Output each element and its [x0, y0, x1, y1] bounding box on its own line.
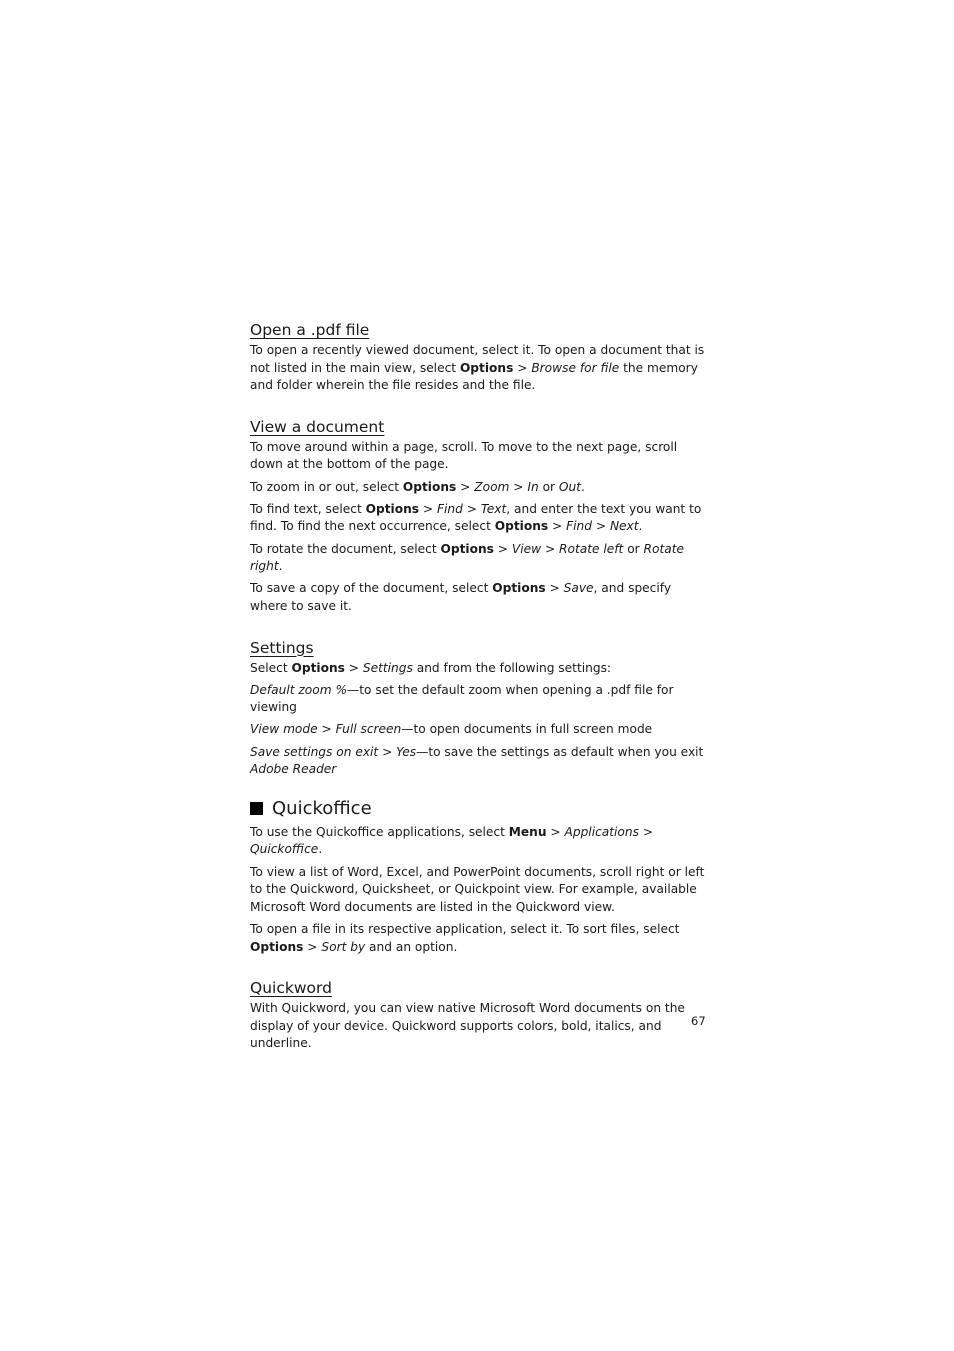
heading-view-document: View a document — [250, 417, 385, 436]
text-run: To rotate the document, select — [250, 541, 441, 556]
text-run: > — [317, 722, 336, 737]
text-run: To view a list of Word, Excel, and PowerPoint documents, scroll right or left to the Quickword, Quicksheet, or Quickpoint view. For example, available Microsoft Word documents are listed in the Quickword view. — [250, 864, 705, 914]
heading-quickoffice-label: Quickoffice — [272, 797, 372, 819]
text-run: —to save the settings as default when you exit — [416, 744, 704, 759]
menu-option: Applications — [564, 824, 639, 839]
text-run: , and enter the text you want to find. To find the next occurrence, select — [250, 501, 702, 534]
paragraph — [250, 501, 706, 536]
text-run: > — [541, 541, 560, 556]
text-run: > — [493, 541, 512, 556]
menu-option: Yes — [396, 744, 417, 759]
menu-option: Save — [563, 581, 594, 596]
page-content — [250, 318, 706, 1053]
paragraph — [250, 864, 706, 917]
menu-option: View mode — [250, 722, 318, 737]
text-run: > — [591, 519, 610, 534]
paragraph — [250, 541, 706, 576]
text-run: > — [509, 479, 528, 494]
paragraph — [250, 439, 706, 474]
heading-settings: Settings — [250, 638, 314, 657]
menu-option: Full screen — [335, 722, 402, 737]
paragraph — [250, 824, 706, 859]
text-run: With Quickword, you can view native Microsoft Word documents on the display of your device. Quickword supports colors, bold, italics, and underline. — [250, 1001, 685, 1051]
menu-option: Quickoffice — [250, 842, 319, 857]
paragraph — [250, 580, 706, 615]
text-run: > — [546, 824, 565, 839]
menu-option: Rotate left — [559, 541, 624, 556]
paragraph — [250, 744, 706, 779]
menu-option: Find — [436, 501, 463, 516]
text-run: , and specify where to save it. — [250, 581, 672, 613]
paragraph — [250, 660, 706, 678]
text-run: > — [456, 479, 475, 494]
text-run: the memory and folder wherein the file resides and the file. — [250, 360, 698, 393]
text-run: > — [548, 519, 567, 534]
menu-command: Options — [440, 541, 494, 556]
menu-option: View — [511, 541, 542, 556]
paragraph — [250, 479, 706, 497]
text-run: To move around within a page, scroll. To move to the next page, scroll down at the bottom of the page. — [250, 439, 678, 472]
menu-command: Options — [494, 519, 549, 534]
square-bullet-icon — [250, 802, 263, 815]
menu-command: Options — [365, 501, 420, 516]
menu-option: Browse for file — [531, 360, 620, 375]
text-run: > — [638, 824, 654, 839]
text-run: . — [278, 559, 283, 574]
menu-option: Text — [480, 501, 507, 516]
menu-option: Next — [609, 519, 639, 534]
menu-command: Options — [459, 360, 514, 375]
menu-option: Rotate right — [250, 541, 684, 574]
text-run: To use the Quickoffice applications, select — [250, 824, 509, 839]
menu-command: Menu — [508, 824, 547, 839]
paragraph — [250, 342, 706, 395]
menu-option: Adobe Reader — [250, 762, 337, 777]
text-run: or — [538, 479, 559, 494]
menu-option: Out — [558, 479, 582, 494]
text-run: > — [419, 501, 437, 516]
paragraph — [250, 682, 706, 717]
text-run: To save a copy of the document, select — [250, 581, 493, 596]
paragraph — [250, 1000, 706, 1053]
page-number: 67 — [691, 1014, 706, 1028]
menu-option: In — [527, 479, 539, 494]
text-run: To open a recently viewed document, select it. To open a document that is not listed in the main view, select — [250, 343, 705, 375]
text-run: To find text, select — [250, 501, 366, 516]
menu-option: Default zoom % — [250, 682, 348, 697]
heading-open-pdf: Open a .pdf file — [250, 321, 370, 339]
text-run: > — [462, 501, 481, 516]
menu-command: Options — [250, 939, 304, 954]
menu-option: Settings — [362, 660, 413, 675]
text-run: . — [581, 479, 585, 494]
text-run: > — [378, 744, 397, 759]
menu-option: Sort by — [321, 939, 366, 954]
menu-command: Options — [402, 479, 457, 494]
menu-option: Save settings on exit — [250, 744, 379, 759]
menu-option: Find — [566, 519, 592, 534]
text-run: To open a file in its respective application, select it. To sort files, select — [250, 922, 680, 936]
paragraph — [250, 721, 706, 739]
text-run: . — [318, 842, 323, 857]
text-run: and from the following settings: — [412, 660, 612, 675]
text-run: > — [344, 660, 363, 675]
menu-command: Options — [492, 581, 546, 596]
menu-command: Options — [291, 660, 345, 675]
heading-quickword: Quickword — [250, 979, 332, 998]
text-run: To zoom in or out, select — [250, 479, 403, 494]
text-run: . — [638, 519, 643, 534]
text-run: —to set the default zoom when opening a .pdf file for viewing — [250, 682, 674, 715]
text-run: —to open documents in full screen mode — [401, 722, 653, 737]
text-run: > — [545, 581, 564, 596]
text-run: > — [513, 360, 532, 375]
text-run: or — [623, 541, 644, 556]
paragraph — [250, 921, 706, 956]
heading-quickoffice — [250, 797, 706, 821]
menu-option: Zoom — [474, 479, 510, 494]
text-run: and an option. — [365, 939, 458, 954]
text-run: Select — [250, 660, 292, 675]
text-run: > — [303, 939, 322, 954]
